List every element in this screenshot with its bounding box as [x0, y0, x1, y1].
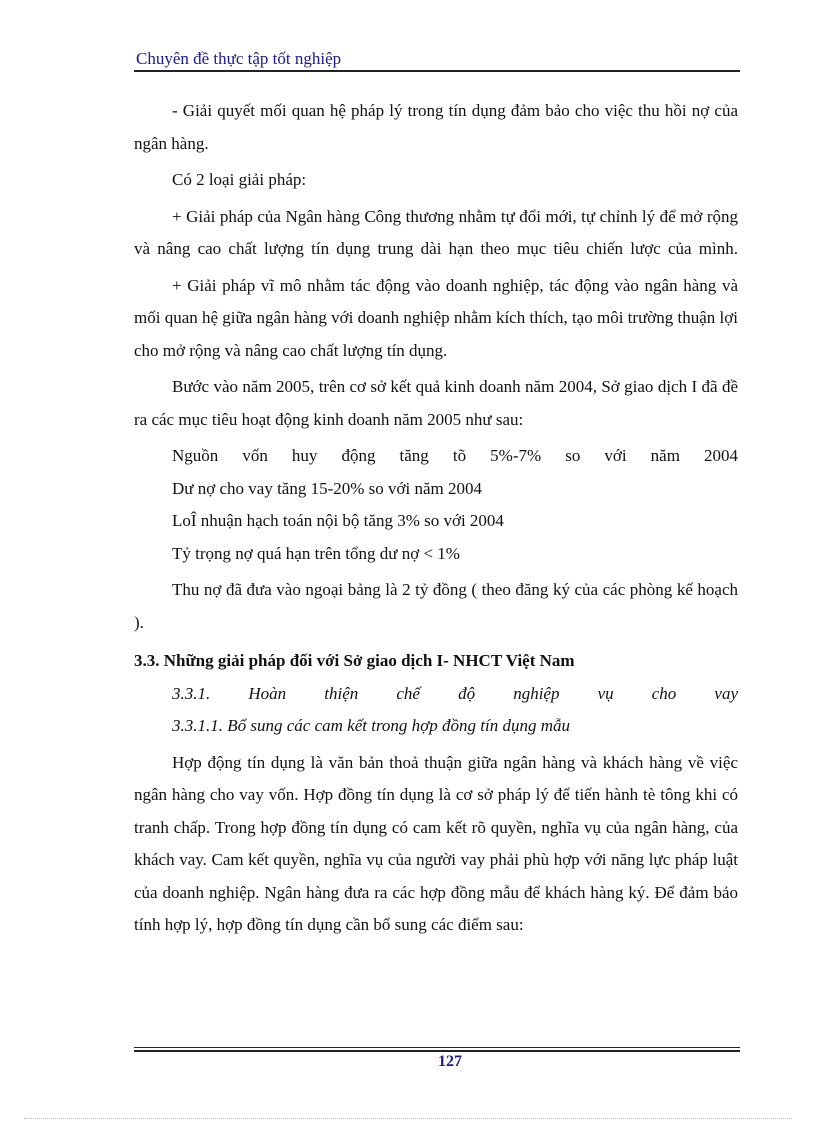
paragraph: Hợp động tín dụng là văn bản thoả thuận giữa ngân hàng và khách hàng về việc ngân hàng cho vay vốn. Hợp đồng tín dụng là cơ sở pháp lý để tiến hành tè tông khi có tranh chấp. Trong hợp đồng tín dụng có cam kết rõ quyền, nghĩa vụ của ngân hàng, của khách vay. Cam kết quyền, nghĩa vụ của người vay phải phù hợp với năng lực pháp luật của doanh nghiệp. Ngân hàng đưa ra các hợp đồng mẫu để khách hàng ký. Để đảm bảo tính hợp lý, hợp đồng tín dụng cần bổ sung các điểm sau: [134, 752, 738, 934]
goal-item: Nguồn vốn huy động tăng tõ 5%-7% so với năm 2004 [172, 446, 738, 465]
section-heading: 3.3. Những giải pháp đối với Sở giao dịch I- NHCT Việt Nam [134, 651, 575, 670]
paragraph: + Giải pháp vĩ mô nhằm tác động vào doanh nghiệp, tác động vào ngân hàng và mối quan hệ giữa ngân hàng với doanh nghiệp nhằm kích thích, tạo môi trường thuận lợi cho mở rộng và nâng cao chất lượng tín dụng. [134, 275, 738, 360]
paragraph: Bước vào năm 2005, trên cơ sở kết quả kinh doanh năm 2004, Sở giao dịch I đã đề ra các mục tiêu hoạt động kinh doanh năm 2005 như sau: [134, 377, 738, 429]
paragraph: - Giải quyết mối quan hệ pháp lý trong tín dụng đảm bảo cho việc thu hồi nợ của ngân hàng. [134, 101, 738, 153]
paragraph: Thu nợ đã đưa vào ngoại bảng là 2 tỷ đồng ( theo đăng ký của các phòng kế hoạch ). [134, 580, 738, 632]
goal-item: LoÎ nhuận hạch toán nội bộ tăng 3% so với 2004 [172, 511, 504, 530]
goal-item: Dư nợ cho vay tăng 15-20% so với năm 2004 [172, 478, 483, 498]
footer-rule [134, 1050, 740, 1052]
page-edge-divider [24, 1118, 792, 1119]
document-body [134, 95, 738, 942]
header-title: Chuyên đề thực tập tốt nghiệp [136, 49, 342, 68]
subsection-heading: 3.3.1. Hoàn thiện chế độ nghiệp vụ cho vay [172, 683, 738, 703]
paragraph: Có 2 loại giải pháp: [172, 170, 307, 189]
goal-item: Tỷ trọng nợ quá hạn trên tổng dư nợ < 1% [172, 543, 460, 563]
footer-rule [134, 1047, 740, 1048]
subsubsection-heading: 3.3.1.1. Bổ sung các cam kết trong hợp đồng tín dụng mẫu [172, 716, 570, 735]
page-number: 127 [438, 1053, 462, 1070]
paragraph: + Giải pháp của Ngân hàng Công thương nhằm tự đổi mới, tự chỉnh lý để mở rộng và nâng cao chất lượng tín dụng trung dài hạn theo mục tiêu chiến lược của mình. [134, 206, 738, 258]
header-rule [134, 70, 740, 72]
